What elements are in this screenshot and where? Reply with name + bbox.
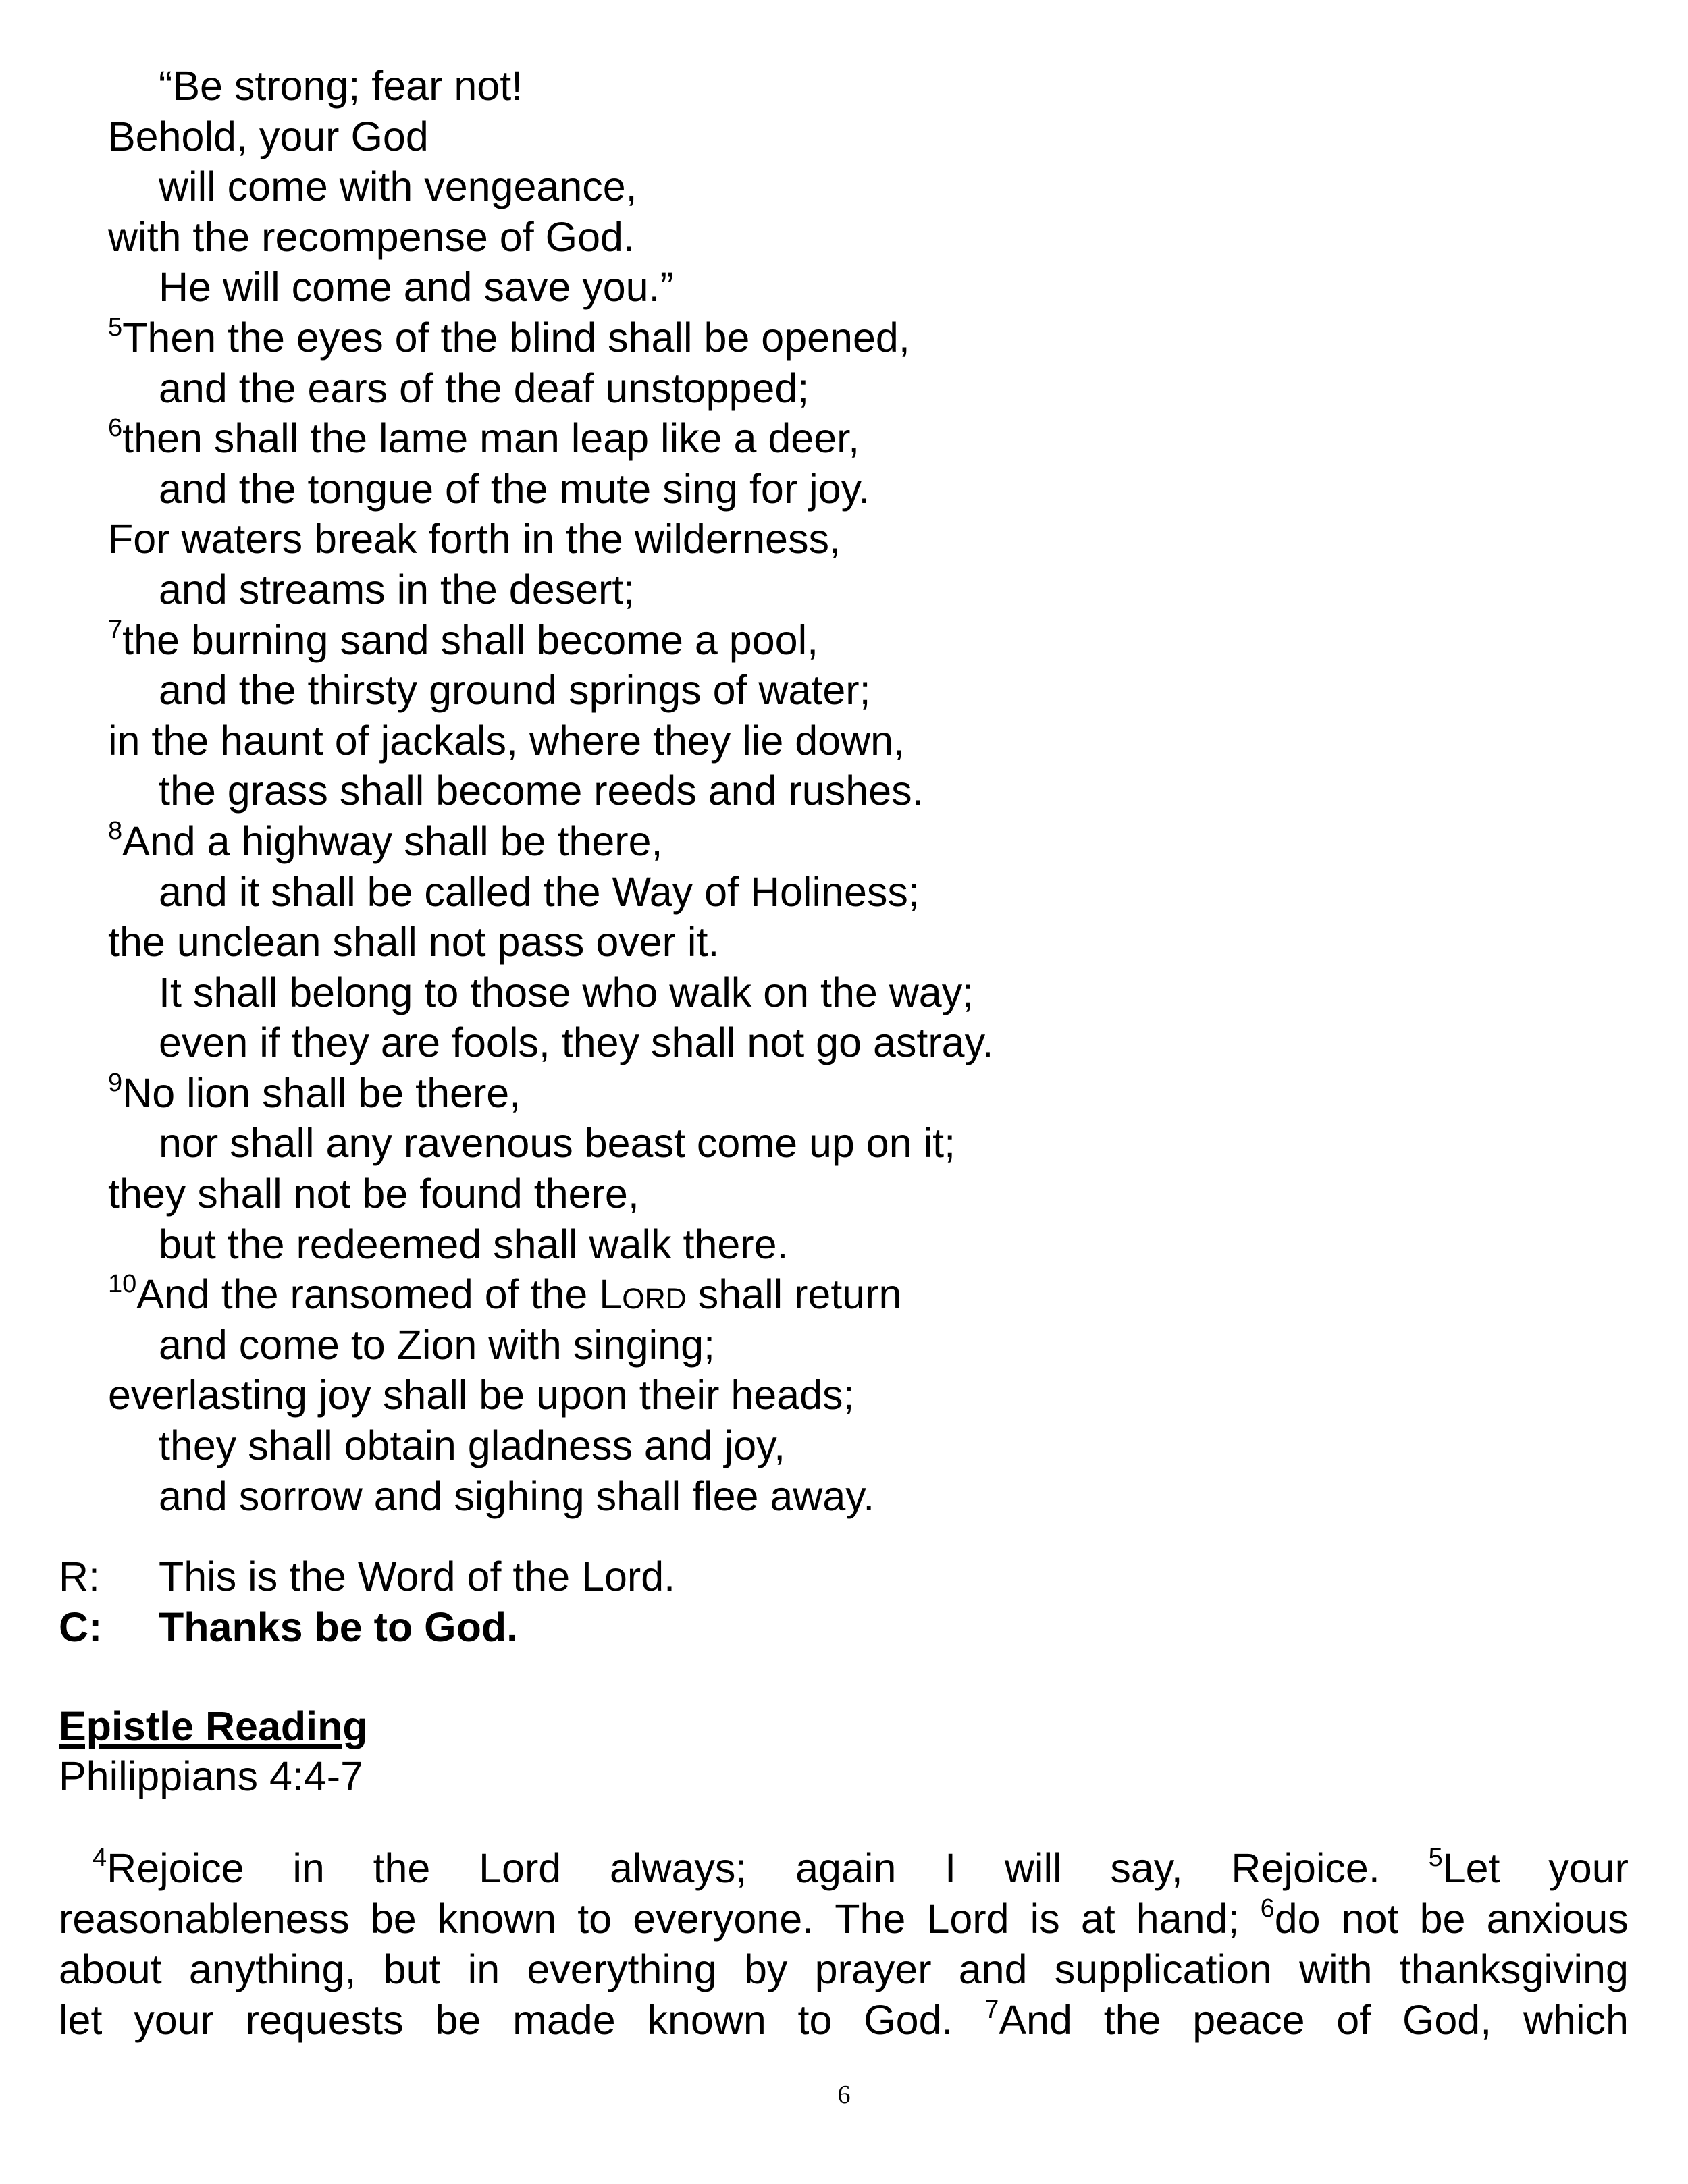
poem-line-text: will come with vengeance, (159, 163, 637, 210)
poem-line-text: No lion shall be there, (122, 1069, 521, 1116)
poem-line (108, 1370, 1121, 1420)
poem-line (108, 111, 1121, 162)
epistle-word-text: The (835, 1896, 906, 1942)
epistle-word (815, 1944, 932, 1995)
epistle-word (1110, 1843, 1182, 1894)
poem-line (108, 1118, 1121, 1169)
epistle-word (1342, 1894, 1399, 1944)
epistle-word (93, 1843, 244, 1894)
epistle-word-text: say, (1110, 1845, 1183, 1891)
epistle-word-text: in (467, 1946, 500, 1992)
poem-line (108, 967, 1121, 1018)
poem-line-text: everlasting joy shall be upon their heads; (108, 1372, 855, 1418)
poem-line (108, 363, 1121, 414)
epistle-word-text: be (370, 1896, 417, 1942)
poem-line-text: then shall the lame man leap like a deer, (122, 415, 860, 462)
poem-line-text: in the haunt of jackals, where they lie down, (108, 717, 905, 764)
epistle-word (945, 1843, 956, 1894)
epistle-word (1005, 1843, 1062, 1894)
epistle-word (292, 1843, 324, 1894)
epistle-word (610, 1843, 747, 1894)
epistle-word-text: peace (1192, 1997, 1305, 2043)
epistle-word (373, 1843, 431, 1894)
epistle-word (59, 1894, 350, 1944)
response-row-leader (59, 1551, 1274, 1602)
poem-line-text: and the thirsty ground springs of water; (159, 667, 871, 714)
poem-line (108, 716, 1121, 766)
epistle-word (371, 1894, 417, 1944)
epistle-word-text: with (1299, 1946, 1373, 1992)
verse-number: 7 (984, 1996, 999, 2024)
poem-line-text-after: shall return (686, 1271, 902, 1318)
poem-line (108, 615, 1121, 666)
epistle-word-text: Lord (479, 1845, 562, 1891)
epistle-word-text: God, (1402, 1997, 1492, 2043)
epistle-word-text: thanksgiving (1399, 1946, 1629, 1992)
epistle-word-text: known (437, 1896, 557, 1942)
poem-line-text: and the tongue of the mute sing for joy. (159, 465, 870, 512)
epistle-word-text: is (1030, 1896, 1060, 1942)
poem-line-text: they shall not be found there, (108, 1171, 639, 1217)
epistle-word-text: requests (245, 1997, 404, 2043)
epistle-word (1136, 1894, 1240, 1944)
poem-line-text: And a highway shall be there, (122, 818, 663, 864)
epistle-reference: Philippians 4:4-7 (59, 1753, 364, 1799)
verse-number: 5 (1428, 1844, 1443, 1872)
poem-line-text: It shall belong to those who walk on the way; (159, 969, 974, 1015)
poem-line-text: And the ransomed of the (136, 1271, 600, 1318)
verse-number: 8 (108, 816, 123, 845)
poem-line (108, 766, 1121, 816)
verse-number: 4 (93, 1844, 107, 1872)
epistle-word (647, 1995, 766, 2046)
poem-line (108, 816, 1121, 867)
epistle-word-text: hand; (1136, 1896, 1240, 1942)
epistle-word (1487, 1894, 1629, 1944)
poem-line (108, 1471, 1121, 1522)
epistle-line (59, 1944, 1629, 1995)
epistle-word-text: Rejoice. (1231, 1845, 1380, 1891)
epistle-word (479, 1843, 561, 1894)
epistle-word (468, 1944, 500, 1995)
poem-line (108, 262, 1121, 313)
epistle-word (134, 1995, 214, 2046)
epistle-word-text: not (1341, 1896, 1399, 1942)
verse-number: 10 (108, 1270, 137, 1299)
epistle-word-text: about (59, 1946, 162, 1992)
poem-line-text: He will come and save you.” (159, 264, 674, 311)
epistle-line (59, 1894, 1629, 1944)
epistle-word (438, 1894, 556, 1944)
epistle-word-text: always; (609, 1845, 747, 1891)
epistle-word (1055, 1944, 1272, 1995)
epistle-word-text: again (795, 1845, 897, 1891)
epistle-word-text: I (945, 1845, 957, 1891)
poem-line (108, 464, 1121, 514)
epistle-word (59, 1995, 102, 2046)
epistle-word (1548, 1843, 1629, 1894)
epistle-line (59, 1843, 1629, 1894)
epistle-word-text: made (512, 1997, 616, 2043)
poem-line (108, 1320, 1121, 1370)
poem-line (108, 212, 1121, 263)
response-text-congregation: Thanks be to God. (159, 1604, 519, 1650)
epistle-word-text: reasonableness (59, 1896, 350, 1942)
epistle-word (384, 1944, 441, 1995)
epistle-word (1104, 1995, 1161, 2046)
poem-line-text: the unclean shall not pass over it. (108, 919, 720, 965)
poem-line (108, 917, 1121, 967)
epistle-word (798, 1995, 833, 2046)
epistle-word (864, 1995, 953, 2046)
epistle-word-text: at (1080, 1896, 1115, 1942)
epistle-word (984, 1995, 1072, 2046)
divine-name-smallcaps: Lord (599, 1271, 687, 1318)
epistle-word (1192, 1995, 1304, 2046)
epistle-word-text: everything (527, 1946, 717, 1992)
poem-line-text: “Be strong; fear not! (159, 63, 523, 109)
epistle-word (189, 1944, 357, 1995)
epistle-word-text: of (1336, 1997, 1371, 2043)
epistle-word-text: known (647, 1997, 766, 2043)
poem-line-text: the grass shall become reeds and rushes. (159, 768, 924, 814)
poem-line (108, 514, 1121, 564)
isaiah-reading-poem (108, 61, 1121, 1521)
poem-line (108, 1068, 1121, 1119)
epistle-word-text: Let (1442, 1845, 1500, 1891)
epistle-word-text: prayer (814, 1946, 932, 1992)
epistle-word-text: do (1274, 1896, 1321, 1942)
epistle-word-text: Lord (926, 1896, 1009, 1942)
epistle-word (1420, 1894, 1466, 1944)
epistle-word-text: anything, (188, 1946, 357, 1992)
epistle-word (512, 1995, 616, 2046)
verse-number: 7 (108, 615, 123, 644)
epistle-word-text: will (1004, 1845, 1062, 1891)
poem-line (108, 665, 1121, 716)
epistle-text (59, 1843, 1629, 2046)
reading-responses (59, 1551, 1274, 1653)
epistle-word (1400, 1944, 1629, 1995)
poem-line-text: the burning sand shall become a pool, (122, 616, 819, 663)
epistle-word-text: God. (864, 1997, 953, 2043)
epistle-word-text: be (1419, 1896, 1466, 1942)
poem-line-text: they shall obtain gladness and joy, (159, 1422, 786, 1469)
epistle-word (1523, 1995, 1629, 2046)
poem-line-text: and come to Zion with singing; (159, 1321, 715, 1368)
poem-line-text: and streams in the desert; (159, 566, 635, 612)
poem-line (108, 564, 1121, 615)
epistle-word-text: which (1523, 1997, 1629, 2043)
epistle-word (59, 1944, 162, 1995)
epistle-word (633, 1894, 814, 1944)
epistle-word-text: everyone. (633, 1896, 814, 1942)
epistle-word-text: your (1548, 1845, 1629, 1891)
epistle-line (59, 1995, 1629, 2046)
epistle-word-text: to (577, 1896, 612, 1942)
epistle-word-text: anxious (1486, 1896, 1629, 1942)
epistle-word-text: And (999, 1997, 1072, 2043)
epistle-word (1299, 1944, 1372, 1995)
epistle-word-text: Rejoice (107, 1845, 244, 1891)
epistle-word-text: and (958, 1946, 1028, 1992)
epistle-word (577, 1894, 612, 1944)
verse-number: 6 (1260, 1894, 1275, 1923)
epistle-word-text: the (1103, 1997, 1161, 2043)
poem-line (108, 161, 1121, 212)
epistle-word-text: to (797, 1997, 833, 2043)
epistle-word (1030, 1894, 1060, 1944)
response-label-leader: R: (59, 1553, 100, 1599)
epistle-word-text: be (435, 1997, 481, 2043)
poem-line-text: and it shall be called the Way of Holiness; (159, 868, 920, 915)
response-label-congregation: C: (59, 1604, 103, 1650)
epistle-word (795, 1843, 896, 1894)
epistle-word-text: the (373, 1845, 431, 1891)
epistle-word (1261, 1894, 1321, 1944)
poem-line-text: For waters break forth in the wilderness, (108, 516, 841, 562)
epistle-word (744, 1944, 787, 1995)
verse-number: 5 (108, 313, 123, 342)
poem-line (108, 1219, 1121, 1270)
epistle-word (1231, 1843, 1379, 1894)
epistle-word (1429, 1843, 1500, 1894)
epistle-word-text: but (383, 1946, 441, 1992)
poem-line-text: but the redeemed shall walk there. (159, 1221, 789, 1267)
epistle-word (246, 1995, 404, 2046)
response-text-leader: This is the Word of the Lord. (159, 1553, 676, 1599)
epistle-word (959, 1944, 1028, 1995)
poem-line-text: with the recompense of God. (108, 213, 635, 260)
poem-line (108, 61, 1121, 111)
poem-line (108, 1269, 1121, 1320)
epistle-word-text: in (292, 1845, 325, 1891)
poem-line (108, 1017, 1121, 1068)
poem-line-text: nor shall any ravenous beast come up on it; (159, 1120, 956, 1167)
response-row-congregation (59, 1602, 1274, 1653)
epistle-word (835, 1894, 905, 1944)
poem-line (108, 867, 1121, 917)
epistle-word-text: your (134, 1997, 214, 2043)
poem-line (108, 313, 1121, 363)
epistle-word (926, 1894, 1009, 1944)
poem-line-text: Behold, your God (108, 113, 429, 159)
poem-line-text: and the ears of the deaf unstopped; (159, 365, 810, 411)
epistle-word (1336, 1995, 1371, 2046)
epistle-heading: Epistle Reading (59, 1703, 368, 1749)
epistle-word (435, 1995, 481, 2046)
epistle-word-text: let (59, 1997, 103, 2043)
verse-number: 9 (108, 1068, 123, 1097)
poem-line (108, 1169, 1121, 1219)
verse-number: 6 (108, 414, 123, 443)
epistle-word-text: by (744, 1946, 788, 1992)
poem-line (108, 1420, 1121, 1471)
poem-line-text: and sorrow and sighing shall flee away. (159, 1472, 875, 1519)
poem-line-text: Then the eyes of the blind shall be opened, (122, 314, 910, 361)
epistle-word-text: supplication (1054, 1946, 1272, 1992)
poem-line-text: even if they are fools, they shall not go astray. (159, 1019, 994, 1066)
page-number: 6 (837, 2081, 851, 2109)
epistle-word (1081, 1894, 1115, 1944)
epistle-word (527, 1944, 716, 1995)
poem-line (108, 413, 1121, 464)
epistle-word (1402, 1995, 1492, 2046)
